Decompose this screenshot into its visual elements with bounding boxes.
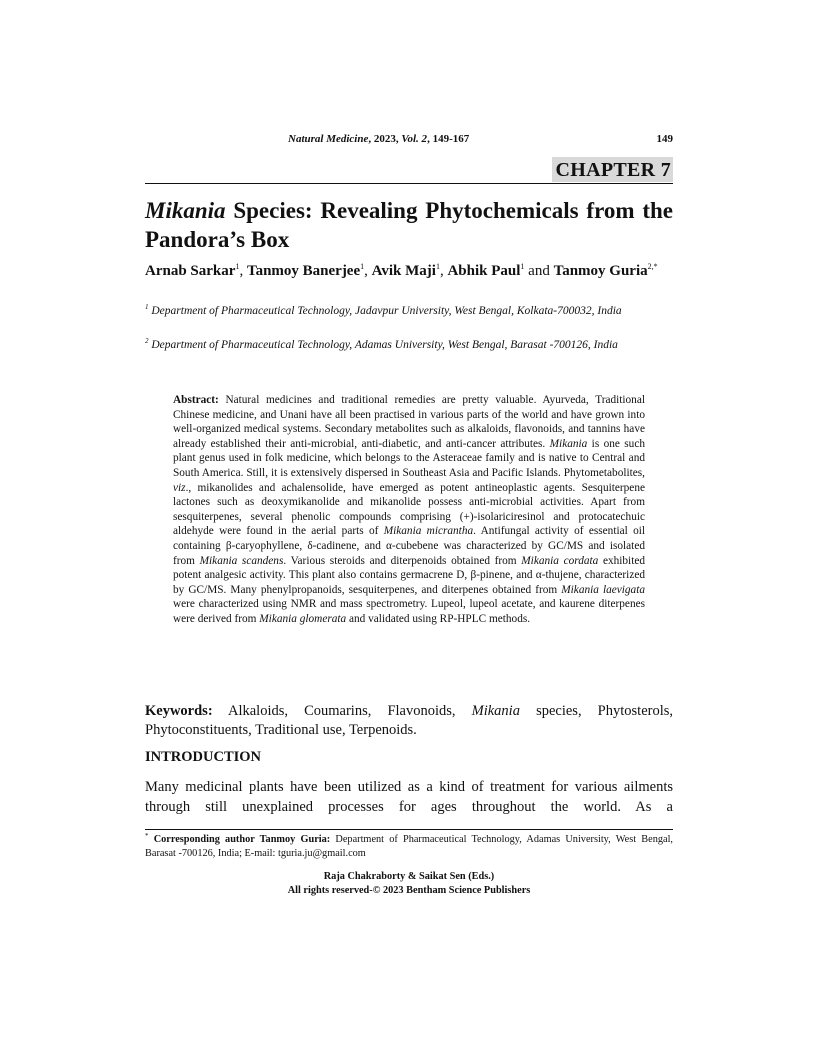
author-affiliation-mark: 1	[360, 262, 365, 271]
keywords-italic: Mikania	[471, 703, 520, 719]
title-rest: Species: Revealing Phytochemicals from the Pandora’s Box	[145, 198, 673, 252]
footnote-mark: *	[145, 832, 149, 840]
keywords-text: Alkaloids, Coumarins, Flavonoids,	[212, 703, 472, 719]
abstract-text: exhibited potent analgesic activity. This plant also contains germacrene D, β-pinene, and α-thujene, characterized by GC/MS. Many phenylpropanoids, sesquiterpenes, and diterpenes obtained from	[173, 554, 645, 596]
author-affiliation-mark: 1	[235, 262, 240, 271]
affiliation-text: Department of Pharmaceutical Technology, Adamas University, West Bengal, Barasat -700126, India	[151, 339, 618, 351]
author-affiliation-mark: 1	[520, 262, 525, 271]
rights-line: All rights reserved-© 2023 Bentham Science Publishers	[287, 884, 531, 896]
footnote-label: Corresponding author Tanmoy Guria:	[153, 834, 331, 845]
publisher-info	[145, 870, 673, 897]
journal-volume: Vol. 2	[401, 133, 428, 145]
abstract-text: . Antifungal activity of essential oil containing β-caryophyllene, δ-cadinene, and α-cubebene was characterized by GC/MS and isolated from	[173, 525, 645, 567]
abstract-text: Natural medicines and traditional remedies are pretty valuable. Ayurveda, Traditional Chinese medicine, and Unani have all been practised in various parts of the world and have grown into well-organized medical systems. Secondary metabolites such as alkaloids, flavonoids, and tannins have already established their anti-microbial, anti-diabetic, and anti-cancer attributes.	[173, 394, 645, 450]
author-separator: ,	[439, 263, 448, 279]
affiliation-text: Department of Pharmaceutical Technology, Jadavpur University, West Bengal, Kolkata-700032, India	[151, 305, 622, 317]
running-head	[145, 133, 673, 149]
author-affiliation-mark: 1	[435, 262, 440, 271]
journal-year: 2023	[373, 133, 396, 145]
affiliation	[145, 338, 673, 353]
section-heading: INTRODUCTION	[145, 749, 262, 765]
author-name: Abhik Paul	[447, 263, 521, 279]
keywords-text: species, Phytosterols, Phytoconstituents, Traditional use, Terpenoids.	[145, 703, 673, 738]
affiliation-mark: 1	[145, 303, 149, 311]
abstract-text: ., mikanolides and achalensolide, have emerged as potent antineoplastic agents. Sesquiterpene lactones such as deoxymikanolide and mikanolide possess anti-microbial activities. Apart from sesquiterpenes, several phenolic compounds comprising (+)-isolariciresinol and protocatechuic aldehyde were found in the aerial parts of	[173, 481, 645, 538]
author-name: Tanmoy Guria	[553, 263, 648, 279]
keywords	[145, 702, 673, 739]
footnote	[145, 833, 673, 860]
footnote-divider	[145, 829, 673, 830]
page-number: 149	[656, 133, 673, 145]
abstract-text: were characterized using NMR and mass spectrometry. Lupeol, lupeol acetate, and kaurene diterpenes were derived from	[173, 598, 645, 625]
abstract-italic: Mikania cordata	[521, 554, 599, 567]
keywords-label: Keywords:	[145, 703, 213, 719]
journal-name: Natural Medicine	[288, 133, 369, 145]
abstract-label: Abstract:	[173, 394, 219, 406]
affiliation	[145, 304, 673, 319]
journal-pages: 149-167	[432, 133, 470, 145]
author-name: Avik Maji	[371, 263, 436, 279]
footnote-text: Department of Pharmaceutical Technology, Adamas University, West Bengal, Barasat -700126, India; E-mail: tguria.ju@gmail.com	[145, 834, 673, 859]
author-name: Arnab Sarkar	[145, 263, 236, 279]
author-affiliation-mark: 2,*	[647, 262, 658, 271]
abstract-text: is one such plant genus used in folk medicine, which belongs to the Asteraceae family and is native to Central and South America. Still, it is extensively dispersed in Southeast Asia and Pacific Islands. Phytometabolites,	[173, 437, 645, 479]
abstract-italic: Mikania laevigata	[561, 583, 645, 596]
abstract-italic: viz	[173, 481, 186, 494]
affiliation-mark: 2	[145, 337, 149, 345]
abstract-italic: Mikania	[549, 437, 588, 450]
abstract	[173, 393, 645, 627]
introduction-text: Many medicinal plants have been utilized as a kind of treatment for various ailments through still unexplained processes for ages throughout the world. As a	[145, 779, 673, 815]
chapter-title	[145, 196, 673, 254]
author-separator: ,	[239, 263, 247, 279]
author-list	[145, 262, 673, 281]
author-and: and	[524, 263, 554, 279]
author-name: Tanmoy Banerjee	[246, 263, 361, 279]
abstract-italic: Mikania micrantha	[383, 525, 474, 538]
abstract-text: and validated using RP-HPLC methods.	[346, 612, 531, 625]
editors-line: Raja Chakraborty & Saikat Sen (Eds.)	[323, 871, 495, 882]
abstract-text: . Various steroids and diterpenoids obtained from	[283, 554, 522, 567]
title-genus: Mikania	[145, 198, 226, 223]
journal-citation: Natural Medicine, 2023, Vol. 2, 149-167	[288, 133, 470, 145]
abstract-italic: Mikania scandens	[199, 554, 284, 567]
author-separator: ,	[364, 263, 372, 279]
abstract-italic: Mikania glomerata	[259, 612, 347, 625]
chapter-header	[145, 157, 673, 184]
chapter-label: CHAPTER 7	[552, 157, 673, 182]
